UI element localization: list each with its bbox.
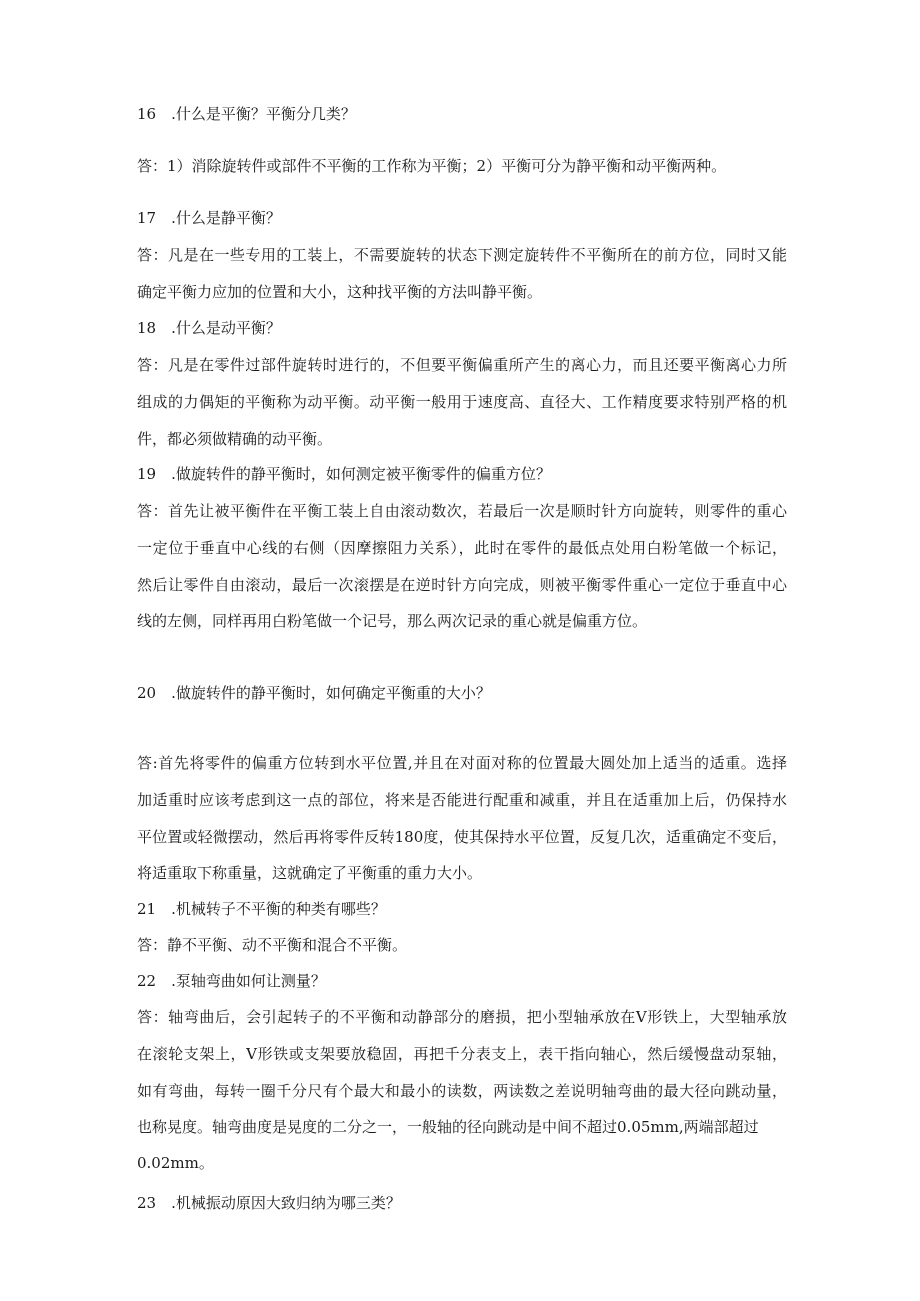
answer-22-line-3: 如有弯曲，每转一圈千分尺有个最大和最小的读数，两读数之差说明轴弯曲的最大径向跳动量， <box>137 1082 787 1100</box>
answer-16: 答：1）消除旋转件或部件不平衡的工作称为平衡；2）平衡可分为静平衡和动平衡两种。 <box>137 157 727 175</box>
answer-22-line-2: 在滚轮支架上，V形铁或支架要放稳固，再把千分表支上，表干指向轴心，然后缓慢盘动泵轴， <box>137 1045 787 1063</box>
answer-18-line-2: 组成的力偶矩的平衡称为动平衡。动平衡一般用于速度高、直径大、工作精度要求特别严格的机 <box>137 393 787 411</box>
answer-20-line-1: 答:首先将零件的偏重方位转到水平位置,并且在对面对称的位置最大圆处加上适当的适重。选择 <box>137 754 787 772</box>
answer-20-line-3: 平位置或轻微摆动，然后再将零件反转180度，使其保持水平位置，反复几次，适重确定不变后， <box>137 828 787 846</box>
answer-20-line-4: 将适重取下称重量，这就确定了平衡重的重力大小。 <box>137 864 483 882</box>
question-16: 16 .什么是平衡？平衡分几类？ <box>137 105 356 123</box>
question-21: 21 .机械转子不平衡的种类有哪些？ <box>137 900 386 918</box>
answer-19-line-3: 然后让零件自由滚动，最后一次滚摆是在逆时针方向完成，则被平衡零件重心一定位于垂直中心 <box>137 576 787 594</box>
answer-19-line-2: 一定位于垂直中心线的右侧（因摩擦阻力关系），此时在零件的最低点处用白粉笔做一个标记， <box>137 539 787 557</box>
question-20: 20 .做旋转件的静平衡时，如何确定平衡重的大小？ <box>137 684 491 702</box>
answer-19-line-1: 答：首先让被平衡件在平衡工装上自由滚动数次，若最后一次是顺时针方向旋转，则零件的重心 <box>137 502 787 520</box>
answer-18-line-3: 件，都必须做精确的动平衡。 <box>137 430 333 448</box>
answer-19-line-4: 线的左侧，同样再用白粉笔做一个记号，那么两次记录的重心就是偏重方位。 <box>137 612 648 630</box>
answer-20-line-2: 加适重时应该考虑到这一点的部位，将来是否能进行配重和减重，并且在适重加上后，仍保持水 <box>137 791 787 809</box>
answer-21: 答：静不平衡、动不平衡和混合不平衡。 <box>137 936 408 954</box>
answer-17-line-1: 答：凡是在一些专用的工装上，不需要旋转的状态下测定旋转件不平衡所在的前方位，同时又能 <box>137 246 787 264</box>
answer-22-line-4: 也称晃度。轴弯曲度是晃度的二分之一，一般轴的径向跳动是中间不超过0.05mm,两端部超过 <box>137 1118 759 1136</box>
question-22: 22 .泵轴弯曲如何让测量？ <box>137 972 326 990</box>
question-18: 18 .什么是动平衡？ <box>137 319 281 337</box>
answer-17-line-2: 确定平衡力应加的位置和大小，这种找平衡的方法叫静平衡。 <box>137 283 543 301</box>
question-23: 23 .机械振动原因大致归纳为哪三类？ <box>137 1194 401 1212</box>
question-19: 19 .做旋转件的静平衡时，如何测定被平衡零件的偏重方位？ <box>137 465 551 483</box>
answer-22-line-1: 答：轴弯曲后，会引起转子的不平衡和动静部分的磨损，把小型轴承放在V形铁上，大型轴承放 <box>137 1008 787 1026</box>
question-17: 17 .什么是静平衡？ <box>137 209 281 227</box>
answer-22-line-5: 0.02mm。 <box>137 1154 214 1172</box>
answer-18-line-1: 答：凡是在零件过部件旋转时进行的，不但要平衡偏重所产生的离心力，而且还要平衡离心力所 <box>137 356 787 374</box>
